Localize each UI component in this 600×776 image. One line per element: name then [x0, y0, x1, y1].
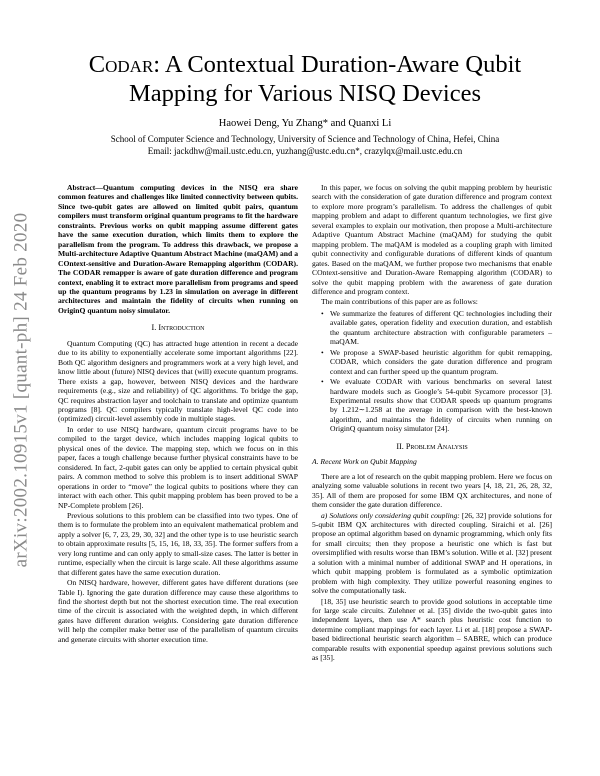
paper-title — [60, 50, 550, 108]
email: Email: jackdhw@mail.ustc.edu.cn, yuzhang@ustc.edu.cn*, crazylqx@mail.ustc.edu.cn — [147, 146, 463, 156]
subsection-heading-recent-work: A. Recent Work on Qubit Mapping — [312, 457, 417, 467]
intro-paragraph-1: Quantum Computing (QC) has attracted huge attention in recent a decade due to its ability to exponentially accelerate some important algorithms [22]. Both QC algorithm designers and programmers work at a very high level, and know little about (future) NISQ devices that (will) execute quantum programs. There exists a gap, however, between NISQ devices and the hardware requirements (e.g., size and reliability) of QC algorithms. To bridge the gap, QC requires abstraction layer and toolchain to translate and optimize quantum programs [8]. QC compilers typically translate high-level QC code into (optimized) circuit-level assembly code in multiple stages. — [58, 338, 298, 424]
section-heading-introduction: I. Introduction — [151, 323, 205, 333]
list-item: • We evaluate CODAR with various benchmarks on several latest hardware models such as Google’s 54-qubit Sycamore processor [3]. Experimental results show that CODAR speeds up quantum programs by 1.212∼1.258 at the average in comparison with the best-known algorithm, and maintains the fidelity of circuits when running on OriginQ quantum noisy simulator [24]. — [330, 377, 552, 434]
title-codar: Codar — [88, 51, 154, 78]
paragraph-body: [26, 32] provide solutions for 5-qubit IBM QX architectures with directed coupling. Siraichi et al. [26] propose an optimal algorithm based on dynamic programming, which only fits for small circuits; then they propose a heuristic one which is fast but oversimplified with results worse than IBM’s solution. Wille et al. [32] present a solution with a minimal number of additional SWAP and H operations, in which qubit mapping problem is formulated as a symbolic optimization problem with high complexity. They utilize powerful reasoning engines to solve the computationally task. — [312, 510, 552, 596]
left-column — [58, 183, 298, 645]
title-line1: : A Contextual Duration-Aware Qubit — [153, 51, 522, 78]
title-line2: Mapping for Various NISQ Devices — [128, 80, 482, 107]
right-paragraph-1: In this paper, we focus on solving the qubit mapping problem by heuristic search with the consideration of gate duration difference and program context to explore more program’s parallelism. To address the challenges of qubit mapping problem and adapt to different quantum technologies, we first give several examples to explain our motivation, then propose a Multi-architecture Adaptive Quantum Abstract Machine (maQAM) for studying the qubit mapping problem. The maQAM is modeled as a coupling graph with limited qubit connectivity and configurable durations of different kinds of quantum gates. Based on the maQAM, we further propose two mechanisms that enable COntext-sensitive and Duration-Aware Remapping algorithm (CODAR) to solve the qubit mapping problem with the awareness of gate duration difference and program context. — [312, 183, 552, 296]
right-column — [312, 183, 552, 664]
intro-paragraph-2: In order to use NISQ hardware, quantum circuit programs have to be compiled to the target device, which includes mapping logical qubits to physical ones of the device. The mapping step, which we focus on in this paper, faces a tough challenge because further physical constraints have to be considered. In fact, 2-qubit gates can only be applied to certain physical qubit pairs. A common method to solve this problem is to insert additional SWAP operations in order to “move” the logical qubits to positions where they can interact with each other. This qubit mapping problem has been proved to be a NP-Complete problem [26]. — [58, 424, 298, 510]
intro-paragraph-3: Previous solutions to this problem can be classified into two types. One of them is to formulate the problem into an equivalent mathematical problem and apply a solver [6, 7, 23, 29, 30, 32] and the other type is to use heuristic search to obtain approximate results [5, 15, 16, 18, 33, 35]. The former suffers from a very long runtime and can only apply to small-size cases. The latter is better in runtime, especially when the circuit is large scale. All these algorithms assume that different gates have the same execution duration. — [58, 510, 298, 577]
section-heading-problem-analysis: II. Problem Analysis — [396, 441, 468, 451]
list-item: • We summarize the features of different QC technologies including their available gates, operation fidelity and execution duration, and establish the quantum architecture abstraction with configurable parameters – maQAM. — [330, 309, 552, 347]
contributions-list — [312, 309, 552, 434]
analysis-paragraph-3: [18, 35] use heuristic search to provide good solutions in acceptable time for large scale circuits. Zulehner et al. [35] divide the two-qubit gates into independent layers, then use A* search plus heuristic cost function to determine compliant mappings for each layer. Li et al. [18] propose a SWAP-based bidirectional heuristic search algorithm – SABRE, which can produce comparable results with exponential speedup against previous solutions such as [35]. — [312, 596, 552, 663]
intro-paragraph-4: On NISQ hardware, however, different gates have different durations (see Table I). Ignoring the gate duration difference may cause these algorithms to find the shortest depth but not the shortest execution time. The real execution time of the circuit is associated with the weighted depth, in which different gates have different duration weights. Considering gate duration difference will help the compiler make better use of the parallelism of quantum circuits and generate circuits with shorter execution time. — [58, 578, 298, 644]
arxiv-watermark — [6, 180, 36, 600]
paragraph-lead: a) Solutions only considering qubit coupling: — [321, 510, 460, 520]
contributions-intro: The main contributions of this paper are as follows: — [321, 297, 478, 307]
list-item: • We propose a SWAP-based heuristic algorithm for qubit remapping, CODAR, which considers the gate duration difference and program context and can further speed up the quantum program. — [330, 348, 552, 376]
affiliation-block — [60, 133, 550, 157]
affiliation: School of Computer Science and Technology, University of Science and Technology of China, Hefei, China — [110, 134, 500, 144]
authors: Haowei Deng, Yu Zhang* and Quanxi Li — [218, 118, 392, 129]
analysis-paragraph-2 — [312, 511, 552, 596]
abstract: Abstract—Quantum computing devices in the NISQ era share common features and challenges like limited connectivity between qubits. Since two-qubit gates are allowed on limited qubit pairs, quantum compilers must transform original quantum programs to fit the hardware constraints. Previous works on qubit mapping assume different gates have the same execution duration, which limits them to explore the parallelism from the program. To address this drawback, we propose a Multi-architecture Adaptive Quantum Abstract Machine (maQAM) and a COntext-sensitive and Duration-Aware Remapping algorithm (CODAR). The CODAR remapper is aware of gate duration difference and program context, enabling it to extract more parallelism from programs and speed up the quantum programs by 1.23 in simulation on average in different architectures and maintain the fidelity of circuits when running on OriginQ quantum noisy simulator. — [58, 183, 298, 315]
analysis-paragraph-1: There are a lot of research on the qubit mapping problem. Here we focus on analyzing some valuable solutions in recent two years [4, 18, 21, 26, 28, 32, 35]. All of them are proposed for some IBM QX architectures, and none of them consider the gate duration difference. — [312, 471, 552, 510]
arxiv-id: arXiv:2002.10915v1 [quant-ph] 24 Feb 2020 — [10, 212, 32, 568]
